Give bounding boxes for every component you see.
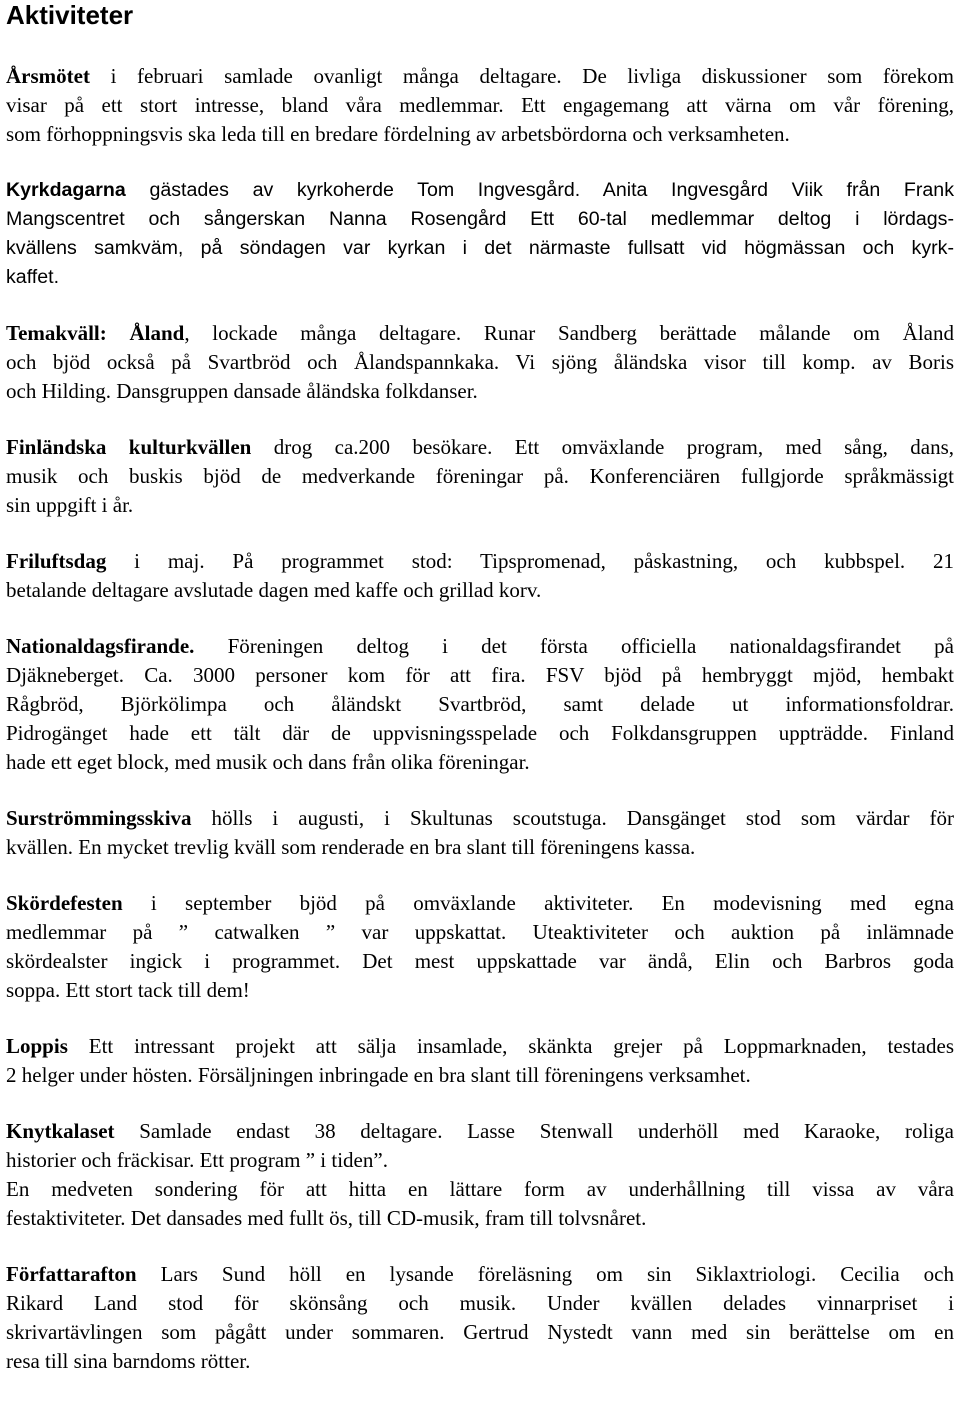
text-line	[6, 1347, 954, 1376]
activity-heading: Finländska kulturkvällen	[6, 435, 252, 459]
text-run: sin uppgift i år.	[6, 493, 134, 517]
text-run: Lars Sund höll en lysande föreläsning om sin Siklaxtriologi. Cecilia och	[136, 1262, 954, 1286]
text-line	[6, 947, 954, 976]
activity-heading: Nationaldagsfirande.	[6, 634, 195, 658]
activity-paragraph	[6, 319, 954, 406]
text-run: medlemmar på ” catwalken ” var uppskattat. Uteaktiviteter och auktion på inlämnade	[6, 920, 954, 944]
text-run: i september bjöd på omväxlande aktiviteter. En modevisning med egna	[122, 891, 954, 915]
text-line	[6, 377, 954, 406]
text-run: historier och fräckisar. Ett program ” i tiden”.	[6, 1148, 388, 1172]
text-line	[6, 1260, 954, 1289]
text-run: i februari samlade ovanligt många deltagare. De livliga diskussioner som förekom	[89, 64, 954, 88]
text-line	[6, 462, 954, 491]
activity-paragraph	[6, 62, 954, 149]
document-body	[6, 62, 954, 1376]
text-run: En medveten sondering för att hitta en lättare form av underhållning till vissa av våra	[6, 1177, 954, 1201]
text-run: soppa. Ett stort tack till dem!	[6, 978, 250, 1002]
text-run: som förhoppningsvis ska leda till en bredare fördelning av arbetsbördorna och verksamheten.	[6, 122, 790, 146]
text-line	[6, 748, 954, 777]
text-run: resa till sina barndoms rötter.	[6, 1349, 251, 1373]
activity-paragraph	[6, 433, 954, 520]
activity-heading: Knytkalaset	[6, 1119, 115, 1143]
text-line	[6, 632, 954, 661]
text-run: festaktiviteter. Det dansades med fullt ös, till CD-musik, fram till tolvsnåret.	[6, 1206, 647, 1230]
activity-heading: Temakväll: Åland	[6, 321, 185, 345]
text-line	[6, 1289, 954, 1318]
text-line	[6, 976, 954, 1005]
activity-paragraph	[6, 1260, 954, 1376]
text-run: skördealster ingick i programmet. Det mest uppskattade var ändå, Elin och Barbros goda	[6, 949, 954, 973]
text-run: hölls i augusti, i Skultunas scoutstuga. Dansgänget stod som värdar för	[191, 806, 954, 830]
text-line	[6, 491, 954, 520]
text-line	[6, 719, 954, 748]
document-page	[6, 0, 954, 1403]
text-line	[6, 1061, 954, 1090]
activity-heading: Friluftsdag	[6, 549, 107, 573]
activity-heading: Surströmmingsskiva	[6, 806, 192, 830]
text-line	[6, 1204, 954, 1233]
text-line	[6, 804, 954, 833]
activity-paragraph	[6, 1032, 954, 1090]
text-line	[6, 1117, 954, 1146]
text-run: skrivartävlingen som pågått under sommaren. Gertrud Nystedt vann med sin berättelse om en	[6, 1320, 954, 1344]
text-line	[6, 576, 954, 605]
text-line	[6, 661, 954, 690]
text-line	[6, 348, 954, 377]
text-run: visar på ett stort intresse, bland våra medlemmar. Ett engagemang att värna om vår förening,	[6, 93, 954, 117]
text-line	[6, 62, 954, 91]
text-line	[6, 91, 954, 120]
activity-paragraph	[6, 547, 954, 605]
text-line	[6, 1175, 954, 1204]
text-line	[6, 1032, 954, 1061]
text-line	[6, 547, 954, 576]
text-line	[6, 319, 954, 348]
text-run: , lockade många deltagare. Runar Sandberg berättade målande om Åland	[184, 321, 954, 345]
activity-heading: Kyrkdagarna	[6, 179, 126, 201]
text-line	[6, 918, 954, 947]
activity-paragraph	[6, 1117, 954, 1175]
text-run: Rikard Land stod för skönsång och musik. Under kvällen delades vinnarpriset i	[6, 1291, 954, 1315]
activity-paragraph	[6, 176, 954, 292]
text-run: Mangscentret och sångerskan Nanna Rosengård Ett 60-tal medlemmar deltog i lördags-	[6, 208, 954, 230]
text-run: och Hilding. Dansgruppen dansade åländska folkdanser.	[6, 379, 478, 403]
text-line	[6, 1318, 954, 1347]
text-line	[6, 176, 954, 205]
text-run: och bjöd också på Svartbröd och Ålandspannkaka. Vi sjöng åländska visor till komp. av Boris	[6, 350, 954, 374]
text-run: musik och buskis bjöd de medverkande föreningar på. Konferenciären fullgjorde språkmässigt	[6, 464, 954, 488]
activity-heading: Loppis	[6, 1034, 68, 1058]
text-run: 2 helger under hösten. Försäljningen inbringade en bra slant till föreningens verksamhet.	[6, 1063, 751, 1087]
activity-paragraph	[6, 632, 954, 777]
text-run: Rågbröd, Björkölimpa och åländskt Svartbröd, samt delade ut informationsfoldrar.	[6, 692, 954, 716]
text-run: hade ett eget block, med musik och dans från olika föreningar.	[6, 750, 530, 774]
activity-paragraph	[6, 804, 954, 862]
text-run: i maj. På programmet stod: Tipspromenad, påskastning, och kubbspel. 21	[106, 549, 954, 573]
page-title: Aktiviteter	[6, 0, 134, 30]
activity-paragraph	[6, 889, 954, 1005]
text-line	[6, 263, 954, 292]
text-run: Ett intressant projekt att sälja insamlade, skänkta grejer på Loppmarknaden, testades	[67, 1034, 954, 1058]
text-line	[6, 433, 954, 462]
text-line	[6, 1146, 954, 1175]
activity-heading: Författarafton	[6, 1262, 137, 1286]
text-run: Föreningen deltog i det första officiella nationaldagsfirandet på	[194, 634, 954, 658]
text-line	[6, 205, 954, 234]
text-run: gästades av kyrkoherde Tom Ingvesgård. Anita Ingvesgård Viik från Frank	[125, 179, 954, 201]
text-line	[6, 234, 954, 263]
text-line	[6, 833, 954, 862]
activity-heading: Skördefesten	[6, 891, 123, 915]
text-run: kvällens samkväm, på söndagen var kyrkan i det närmaste fullsatt vid högmässan och kyrk-	[6, 237, 954, 259]
text-run: betalande deltagare avslutade dagen med kaffe och grillad korv.	[6, 578, 542, 602]
text-run: drog ca.200 besökare. Ett omväxlande program, med sång, dans,	[251, 435, 954, 459]
activity-paragraph	[6, 1175, 954, 1233]
text-run: kaffet.	[6, 266, 60, 288]
text-line	[6, 690, 954, 719]
text-run: Djäkneberget. Ca. 3000 personer kom för att fira. FSV bjöd på hembryggt mjöd, hembakt	[6, 663, 954, 687]
text-run: Samlade endast 38 deltagare. Lasse Stenwall underhöll med Karaoke, roliga	[114, 1119, 954, 1143]
text-line	[6, 120, 954, 149]
text-run: Pidrogänget hade ett tält där de uppvisningsspelade och Folkdansgruppen uppträdde. Finland	[6, 721, 954, 745]
text-line	[6, 889, 954, 918]
text-run: kvällen. En mycket trevlig kväll som renderade en bra slant till föreningens kassa.	[6, 835, 696, 859]
activity-heading: Årsmötet	[6, 64, 90, 88]
